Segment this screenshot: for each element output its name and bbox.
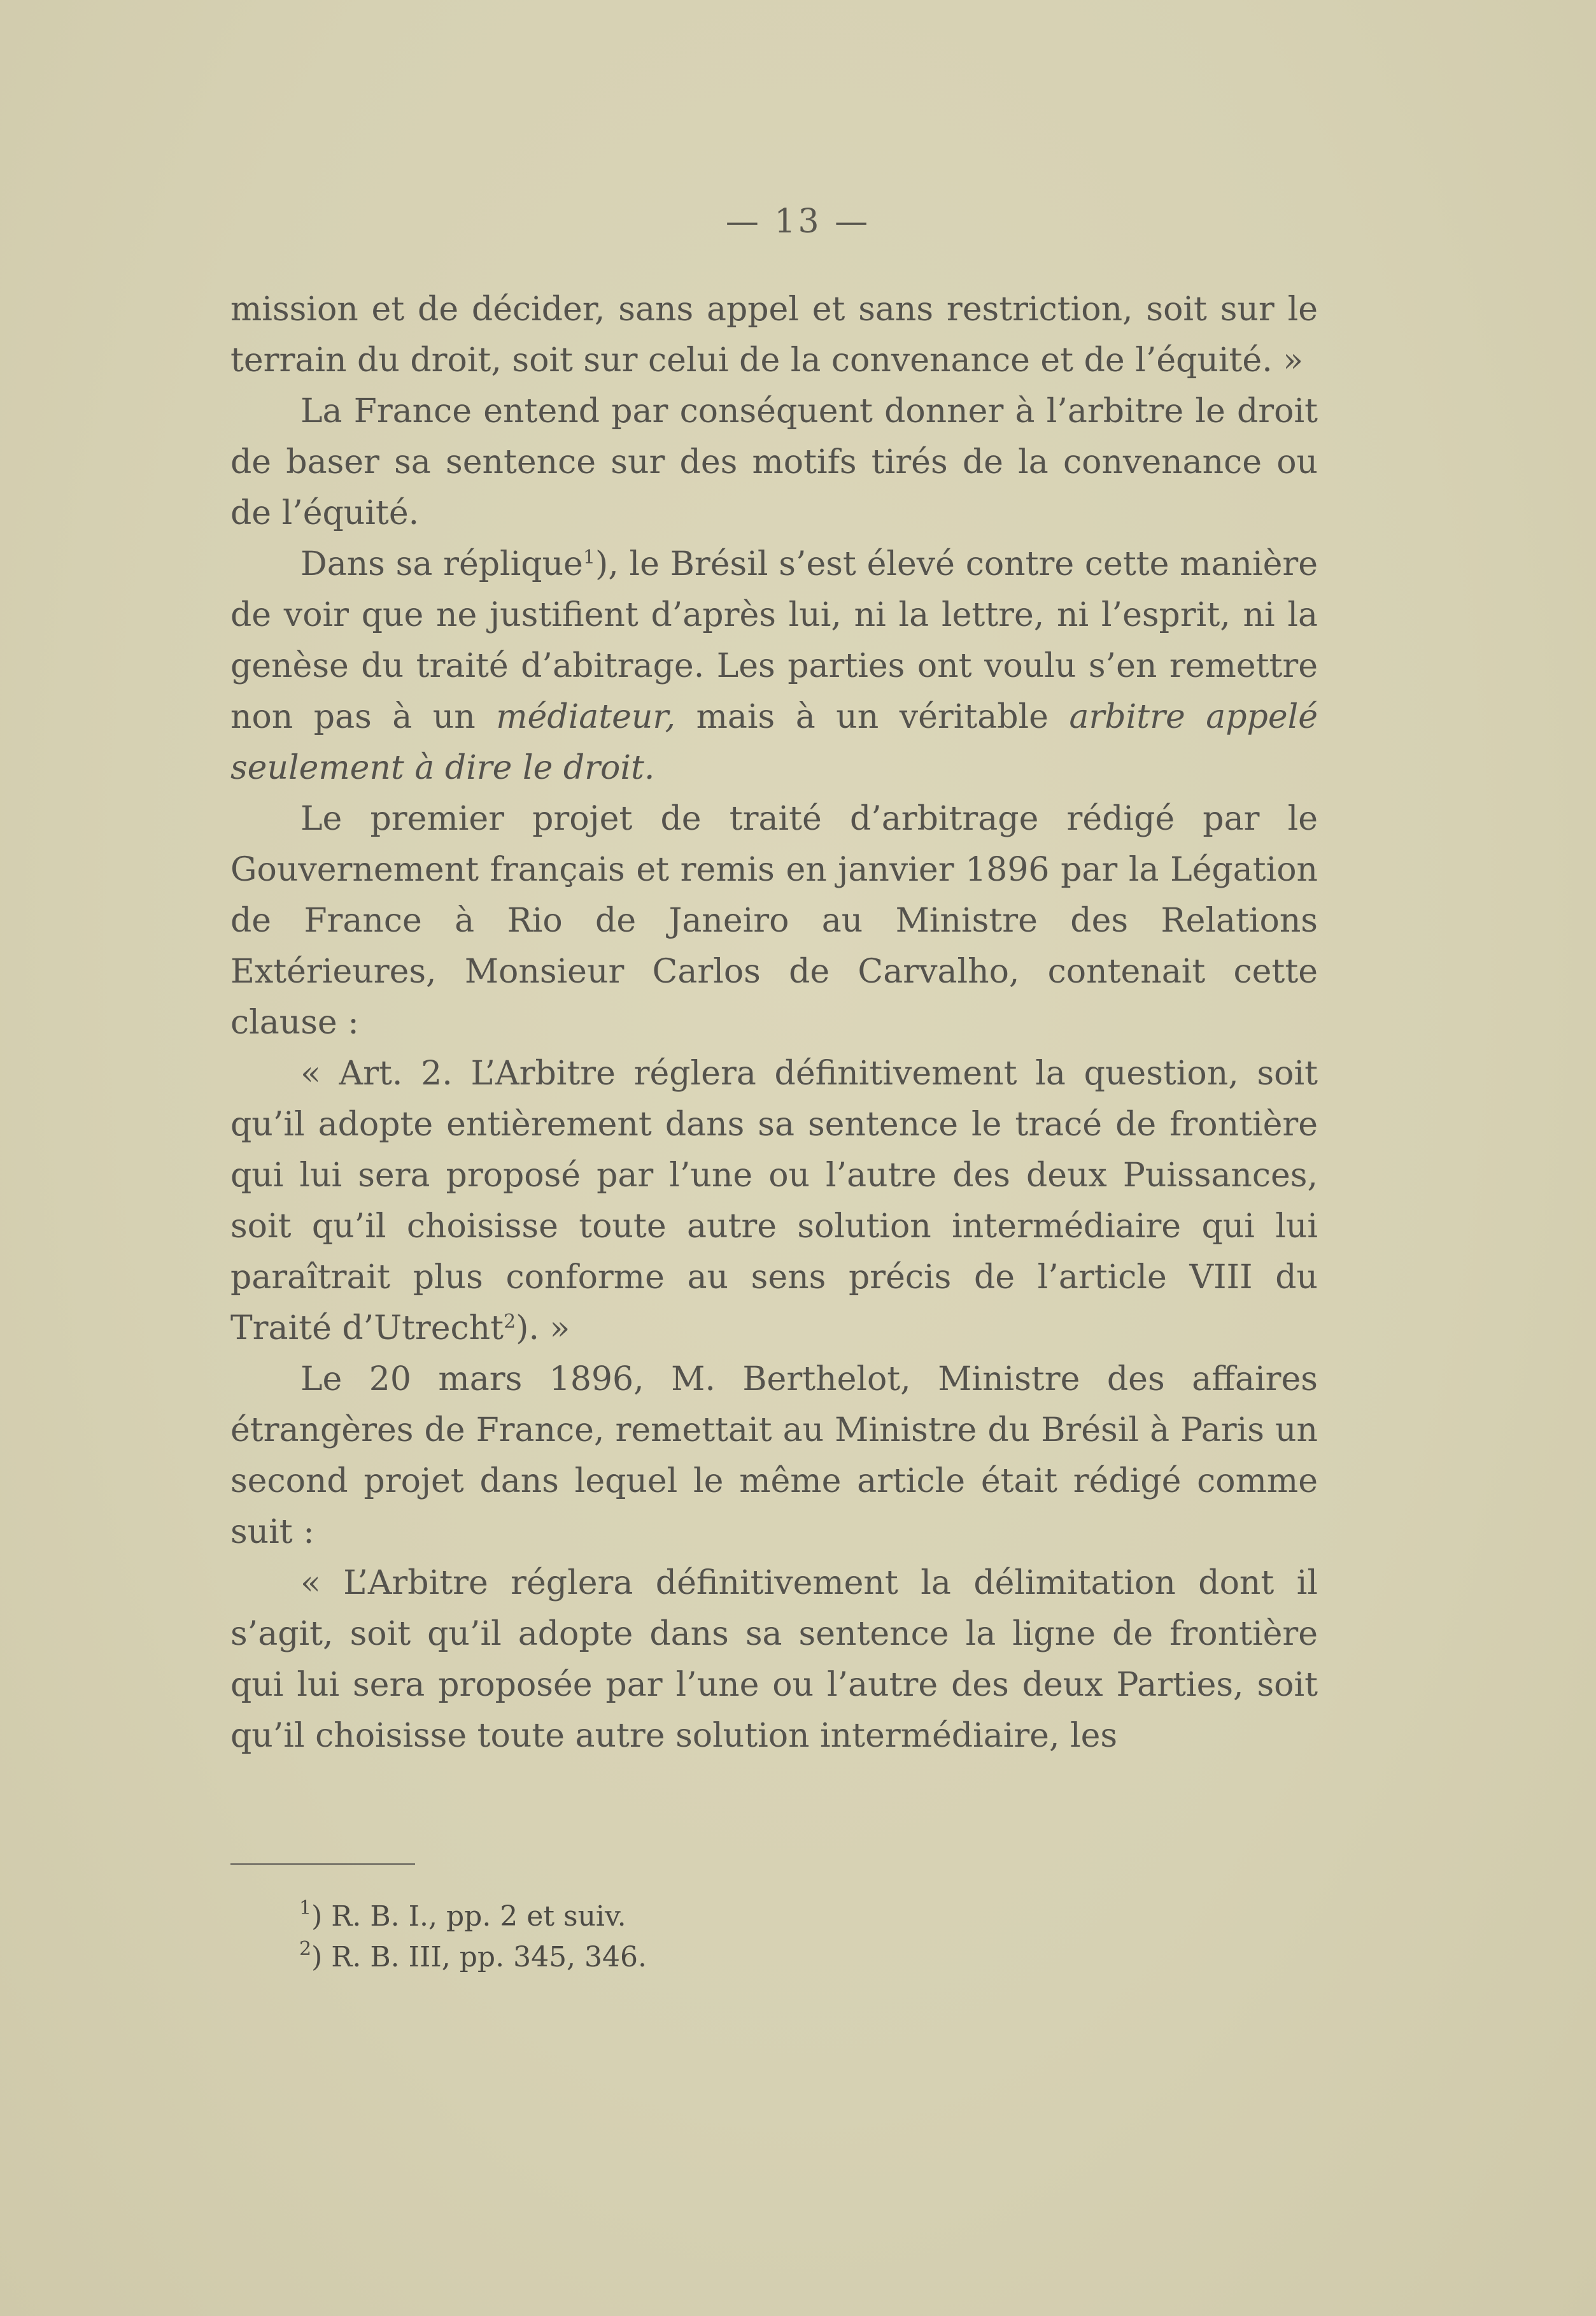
paragraph-5 <box>230 1048 1318 1354</box>
paragraph-3-text-a: Dans sa réplique <box>300 545 583 583</box>
paragraph-5-text-a: « Art. 2. L’Arbitre réglera définitivement la question, soit qu’il adopte entièrement dans sa sentence le tracé de frontière qui lui sera proposé par l’une ou l’autre des deux Puissances, soit qu’il choisisse toute autre solution intermédiaire qui lui paraîtrait plus conforme au sens précis de l’article VIII du Traité d’Utrecht <box>230 1055 1318 1347</box>
footnotes <box>299 1896 647 1978</box>
footnote-1-mark: 1 <box>299 1897 312 1919</box>
paragraph-6: Le 20 mars 1896, M. Berthelot, Ministre des affaires étrangères de France, remettait au Ministre du Brésil à Paris un second projet dans lequel le même article était rédigé comme suit : <box>230 1360 1318 1551</box>
paragraph-2: La France entend par conséquent donner à l’arbitre le droit de baser sa sentence sur des motifs tirés de la convenance ou de l’équité. <box>230 392 1318 532</box>
paragraph-3-text-c: mais à un véritable <box>675 698 1070 736</box>
paragraph-3-italic-mediateur: médiateur, <box>496 698 676 736</box>
footnote-1 <box>299 1896 647 1937</box>
paragraph-3 <box>230 539 1318 793</box>
footnote-1-text: ) R. B. I., pp. 2 et suiv. <box>311 1900 626 1933</box>
paragraph-3-italic-arbitre: arbitre appelé seulement à dire le droit. <box>230 698 1318 787</box>
footnote-ref-2: 2 <box>504 1311 516 1333</box>
footnote-2 <box>299 1937 647 1978</box>
paragraph-1: mission et de décider, sans appel et sans restriction, soit sur le terrain du droit, soit sur celui de la convenance et de l’équité. » <box>230 290 1318 380</box>
paragraph-3-text-b: ), le Brésil s’est élevé contre cette manière de voir que ne justifient d’après lui, ni la lettre, ni l’esprit, ni la genèse du traité d’abitrage. Les parties ont voulu s’en remettre non pas à un <box>230 545 1318 736</box>
paragraph-4: Le premier projet de traité d’arbitrage rédigé par le Gouvernement français et remis en janvier 1896 par la Légation de France à Rio de Janeiro au Ministre des Relations Extérieures, Monsieur Carlos de Carvalho, contenait cette clause : <box>230 800 1318 1042</box>
footnote-divider <box>230 1863 415 1865</box>
body-text <box>230 284 1318 1761</box>
paragraph-7: « L’Arbitre réglera définitivement la délimitation dont il s’agit, soit qu’il adopte dans sa sentence la ligne de frontière qui lui sera proposée par l’une ou l’autre des deux Parties, soit qu’il choisisse toute autre solution intermédiaire, les <box>230 1564 1318 1755</box>
footnote-2-mark: 2 <box>299 1938 312 1960</box>
paragraph-5-text-b: ). » <box>516 1309 570 1347</box>
page-number: — 13 — <box>725 202 871 241</box>
footnote-ref-1: 1 <box>583 546 595 569</box>
footnote-2-text: ) R. B. III, pp. 345, 346. <box>311 1941 647 1973</box>
